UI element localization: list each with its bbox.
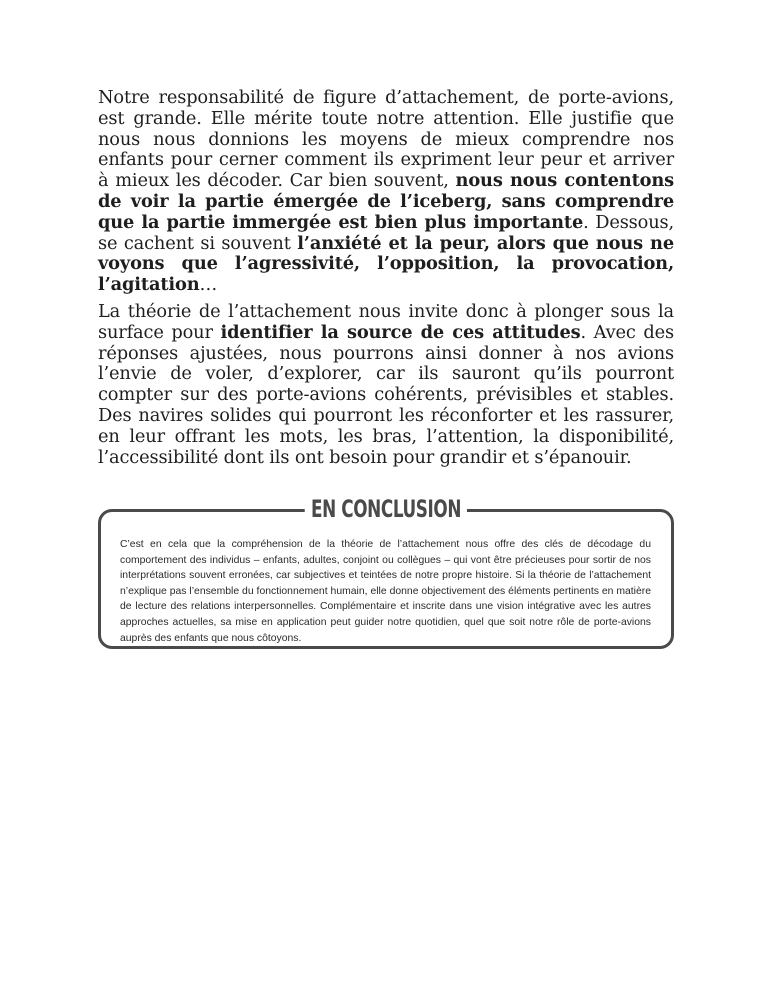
paragraph-1-emphasis-2: l’anxiété et la peur, alors que nous ne voyons que l’agressivité, l’opposition, la provocation, l’agitation bbox=[98, 232, 674, 296]
paragraph-2 bbox=[98, 302, 674, 468]
body-text bbox=[98, 88, 674, 474]
paragraph-1-segment-1: Notre responsabilité de figure d’attachement, de porte-avions, est grande. Elle mérite toute notre attention. Elle justifie que nous nous donnions les moyens de mieux comprendre nos enfants pour cerner comment ils expriment leur peur et arriver à mieux les décoder. Car bien souvent, bbox=[98, 87, 674, 192]
conclusion-text: C’est en cela que la compréhension de la théorie de l’attachement nous offre des clés de décodage du comportement des individus – enfants, adultes, conjoint ou collègues – qui vont être précieuses pour sortir de nos interprétations souvent erronées, car subjectives et teintées de notre propre histoire. Si la théorie de l’attachement n’explique pas l’ensemble du fonctionnement humain, elle donne objectivement des éléments pertinents en matière de lecture des relations interpersonnelles. Complémentaire et inscrite dans une vision intégrative avec les autres approches actuelles, sa mise en application peut guider notre quotidien, quel que soit notre rôle de porte-avions auprès des enfants que nous côtoyons. bbox=[120, 539, 651, 644]
paragraph-1-segment-3: . Dessous, se cachent si souvent bbox=[98, 211, 674, 254]
paragraph-1-emphasis-1: nous nous contentons de voir la partie émergée de l’iceberg, sans comprendre que la partie immergée est bien plus importante bbox=[98, 170, 674, 233]
paragraph-2-emphasis-1: identifier la source de ces attitudes bbox=[220, 321, 581, 343]
paragraph-1-segment-5: … bbox=[199, 274, 218, 296]
conclusion-section bbox=[98, 493, 674, 649]
paragraph-2-segment-1: La théorie de l’attachement nous invite donc à plonger sous la surface pour bbox=[98, 300, 674, 343]
conclusion-title: EN CONCLUSION bbox=[305, 493, 468, 525]
paragraph-2-segment-3: . Avec des réponses ajustées, nous pourrons ainsi donner à nos avions l’envie de voler, d’explorer, car ils sauront qu’ils pourront compter sur des porte-avions cohérents, prévisibles et stables. Des navires solides qui pourront les réconforter et les rassurer, en leur offrant les mots, les bras, l’attention, la disponibilité, l’accessibilité dont ils ont besoin pour grandir et s’épanouir. bbox=[98, 321, 674, 468]
paragraph-1 bbox=[98, 88, 674, 296]
